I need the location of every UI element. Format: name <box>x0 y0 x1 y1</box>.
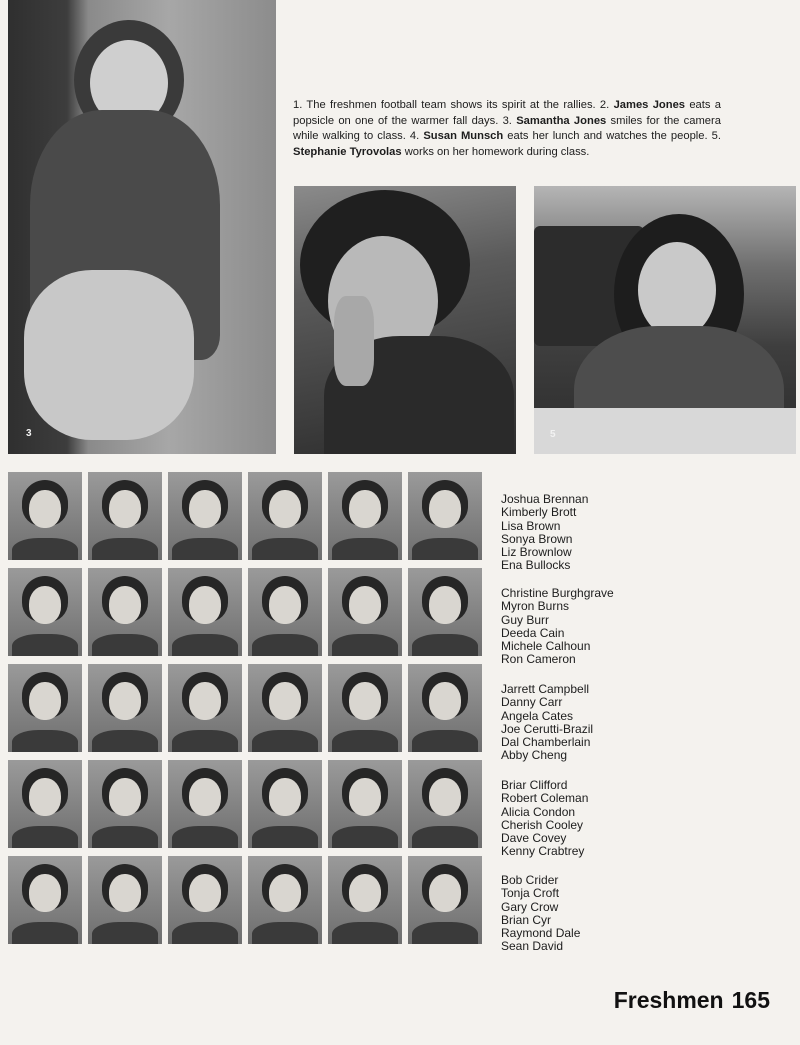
student-name: Dave Covey <box>501 831 567 846</box>
photo-susan-munsch <box>294 186 516 454</box>
student-name: Michele Calhoun <box>501 639 591 654</box>
student-name: Bob Crider <box>501 873 559 887</box>
student-portrait <box>328 664 402 752</box>
student-name: Angela Cates <box>501 708 574 723</box>
student-portrait <box>88 664 162 752</box>
name-list-row-5 <box>501 874 701 954</box>
student-name: Alicia Condon <box>501 804 576 819</box>
student-name: Lisa Brown <box>501 518 561 533</box>
student-portrait <box>248 856 322 944</box>
student-portrait <box>248 568 322 656</box>
student-name: Briar Clifford <box>501 778 568 792</box>
student-name: Christine Burghgrave <box>501 586 614 600</box>
portrait-row <box>8 856 486 944</box>
student-name: Gary Crow <box>501 899 559 914</box>
student-portrait <box>408 856 482 944</box>
photo-caption: 1. The freshmen football team shows its spirit at the rallies. 2. James Jones eats a popsicle on one of the warmer fall days. 3. Samantha Jones smiles for the camera while walking to class. 4. Susan Munsch eats her lunch and watches the people. 5. Stephanie Tyrovolas works on her homework during class. <box>293 99 721 158</box>
student-name: Abby Cheng <box>501 748 568 763</box>
caption-name: Samantha Jones <box>516 114 607 127</box>
student-portrait <box>248 760 322 848</box>
student-portrait <box>8 760 82 848</box>
student-name: Liz Brownlow <box>501 545 572 560</box>
caption-name: James Jones <box>613 99 686 111</box>
student-portrait <box>328 568 402 656</box>
name-list-row-1 <box>501 493 701 573</box>
student-name: Guy Burr <box>501 612 550 627</box>
student-name: Kimberly Brott <box>501 505 577 520</box>
caption-name: Susan Munsch <box>423 130 504 143</box>
student-portrait <box>248 664 322 752</box>
student-portrait <box>408 472 482 560</box>
student-portrait <box>408 760 482 848</box>
student-name: Sonya Brown <box>501 531 573 546</box>
name-list-row-3 <box>501 683 701 763</box>
student-portrait <box>248 472 322 560</box>
student-name: Danny Carr <box>501 695 563 710</box>
student-portrait <box>8 568 82 656</box>
student-portrait <box>328 472 402 560</box>
portrait-row <box>8 568 486 656</box>
student-portrait <box>8 472 82 560</box>
page-number: 165 <box>731 987 770 1013</box>
student-name: Deeda Cain <box>501 625 565 640</box>
student-name: Raymond Dale <box>501 926 581 941</box>
student-portrait <box>8 856 82 944</box>
portrait-row <box>8 472 486 560</box>
student-portrait <box>88 568 162 656</box>
page-footer <box>614 987 770 1014</box>
student-name: Cherish Cooley <box>501 817 584 832</box>
student-name: Ron Cameron <box>501 652 576 667</box>
student-portrait <box>168 856 242 944</box>
student-portrait <box>328 760 402 848</box>
student-portrait <box>168 760 242 848</box>
student-name: Joe Cerutti-Brazil <box>501 721 594 736</box>
student-name: Joshua Brennan <box>501 492 589 506</box>
photo-number: 5 <box>550 429 556 440</box>
student-portrait <box>408 664 482 752</box>
student-name: Myron Burns <box>501 599 570 614</box>
student-portrait <box>328 856 402 944</box>
student-portrait <box>8 664 82 752</box>
portrait-row <box>8 760 486 848</box>
student-portrait <box>168 568 242 656</box>
photo-samantha-jones <box>8 0 276 454</box>
section-title: Freshmen <box>613 987 724 1013</box>
portrait-row <box>8 664 486 752</box>
photo-number: 3 <box>26 428 32 439</box>
photo-stephanie-tyrovolas <box>534 186 796 454</box>
student-portrait <box>88 472 162 560</box>
name-list-row-2 <box>501 587 701 667</box>
student-portrait <box>168 472 242 560</box>
student-name: Ena Bullocks <box>501 558 571 573</box>
student-name: Sean David <box>501 939 564 954</box>
caption-name: Stephanie Tyrovolas <box>293 145 402 158</box>
student-name: Kenny Crabtrey <box>501 844 585 859</box>
student-portrait <box>408 568 482 656</box>
student-name: Robert Coleman <box>501 791 589 806</box>
student-name: Jarrett Campbell <box>501 682 590 696</box>
name-list-row-4 <box>501 779 701 859</box>
student-portrait <box>88 856 162 944</box>
student-portrait <box>88 760 162 848</box>
student-name: Tonja Croft <box>501 886 560 901</box>
student-portrait <box>168 664 242 752</box>
student-name: Brian Cyr <box>501 912 552 927</box>
student-name: Dal Chamberlain <box>501 735 591 750</box>
